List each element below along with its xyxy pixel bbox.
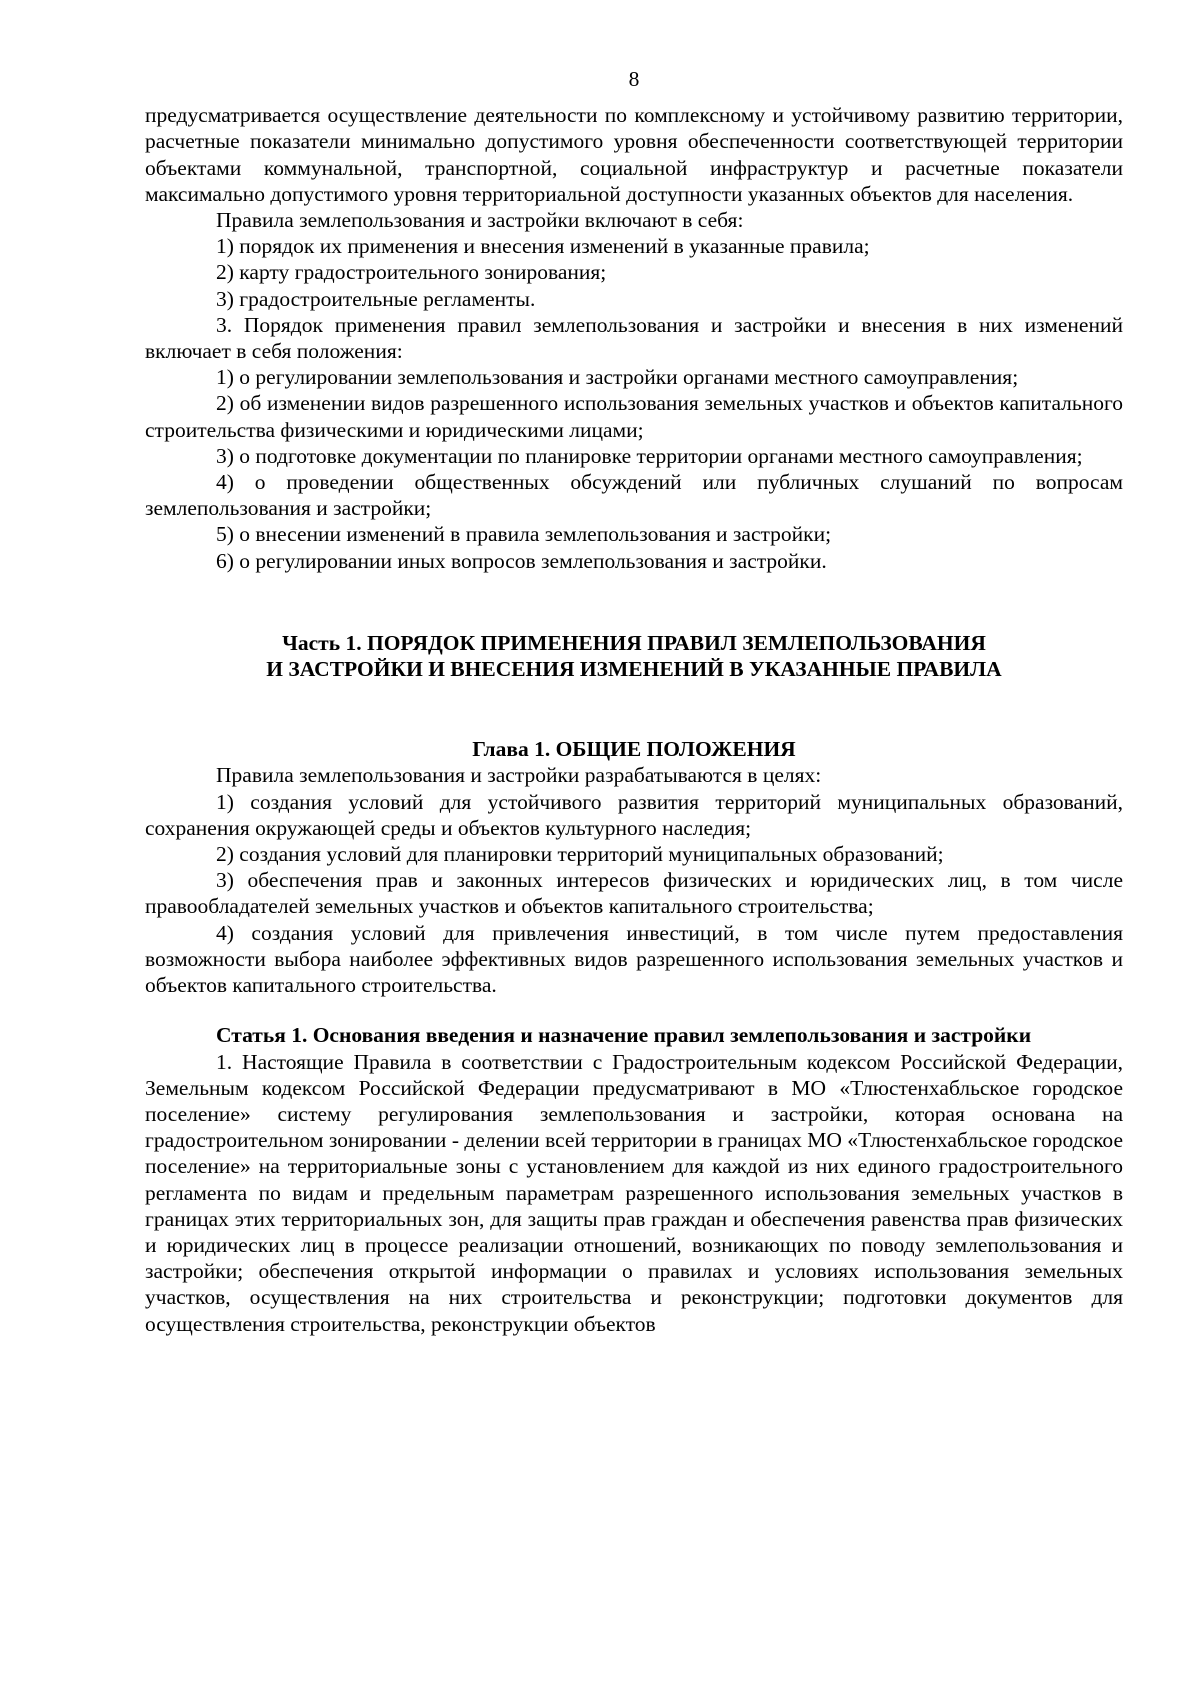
chapter-heading: Глава 1. ОБЩИЕ ПОЛОЖЕНИЯ <box>472 737 796 762</box>
procedure-item: 5) о внесении изменений в правила землепользования и застройки; <box>216 522 832 547</box>
page-number: 8 <box>628 67 640 91</box>
procedure-item: 4) о проведении общественных обсуждений или публичных слушаний по вопросам землепользования и застройки; <box>145 470 1123 521</box>
rules-include-item: 2) карту градостроительного зонирования; <box>216 260 607 285</box>
rules-include-lead: Правила землепользования и застройки включают в себя: <box>216 208 744 233</box>
procedure-item: 2) об изменении видов разрешенного использования земельных участков и объектов капитального строительства физическими и юридическими лицами; <box>145 391 1123 442</box>
part-heading-line: И ЗАСТРОЙКИ И ВНЕСЕНИЯ ИЗМЕНЕНИЙ В УКАЗАННЫЕ ПРАВИЛА <box>266 657 1002 682</box>
rules-include-item: 1) порядок их применения и внесения изменений в указанные правила; <box>216 234 870 259</box>
article-paragraph: 1. Настоящие Правила в соответствии с Градостроительным кодексом Российской Федерации, Земельным кодексом Российской Федерации предусматривают в МО «Тлюстенхабльское городское поселение» систему регулирования землепользования и застройки, которая основана на градостроительном зонировании - делении всей территории в границах МО «Тлюстенхабльское городское поселение» на территориальные зоны с установлением для каждой из них единого градостроительного регламента по видам и предельным параметрам разрешенного использования земельных участков в границах этих территориальных зон, для защиты прав граждан и обеспечения равенства прав физических и юридических лиц в процессе реализации отношений, возникающих по поводу землепользования и застройки; обеспечения открытой информации о правилах и условиях использования земельных участков, осуществления на них строительства и реконструкции; подготовки документов для осуществления строительства, реконструкции объектов <box>145 1049 1123 1336</box>
goals-lead: Правила землепользования и застройки разрабатываются в целях: <box>216 763 822 788</box>
procedure-item: 3) о подготовке документации по планировке территории органами местного самоуправления; <box>216 443 1083 468</box>
rules-include-item: 3) градостроительные регламенты. <box>216 286 536 311</box>
procedure-item: 6) о регулировании иных вопросов землепользования и застройки. <box>216 548 827 573</box>
part-heading <box>145 630 1123 682</box>
procedure-item: 1) о регулировании землепользования и застройки органами местного самоуправления; <box>216 365 1019 390</box>
document-page <box>145 66 1123 1337</box>
goals-item: 4) создания условий для привлечения инвестиций, в том числе путем предоставления возможности выбора наиболее эффективных видов разрешенного использования земельных участков и объектов капитального строительства. <box>145 920 1123 998</box>
intro-continuation-paragraph: предусматривается осуществление деятельности по комплексному и устойчивому развитию территории, расчетные показатели минимально допустимого уровня обеспеченности соответствующей территории объектами коммунальной, транспортной, социальной инфраструктур и расчетные показатели максимально допустимого уровня территориальной доступности указанных объектов для населения. <box>145 103 1123 206</box>
goals-item: 3) обеспечения прав и законных интересов физических и юридических лиц, в том числе правообладателей земельных участков и объектов капитального строительства; <box>145 868 1123 919</box>
article-heading: Статья 1. Основания введения и назначение правил землепользования и застройки <box>216 1023 1032 1048</box>
procedure-lead: 3. Порядок применения правил землепользования и застройки и внесения в них изменений включает в себя положения: <box>145 312 1123 364</box>
goals-item: 1) создания условий для устойчивого развития территорий муниципальных образований, сохранения окружающей среды и объектов культурного наследия; <box>145 789 1123 840</box>
part-heading-line: Часть 1. ПОРЯДОК ПРИМЕНЕНИЯ ПРАВИЛ ЗЕМЛЕПОЛЬЗОВАНИЯ <box>282 630 986 655</box>
goals-item: 2) создания условий для планировки территорий муниципальных образований; <box>216 842 944 867</box>
